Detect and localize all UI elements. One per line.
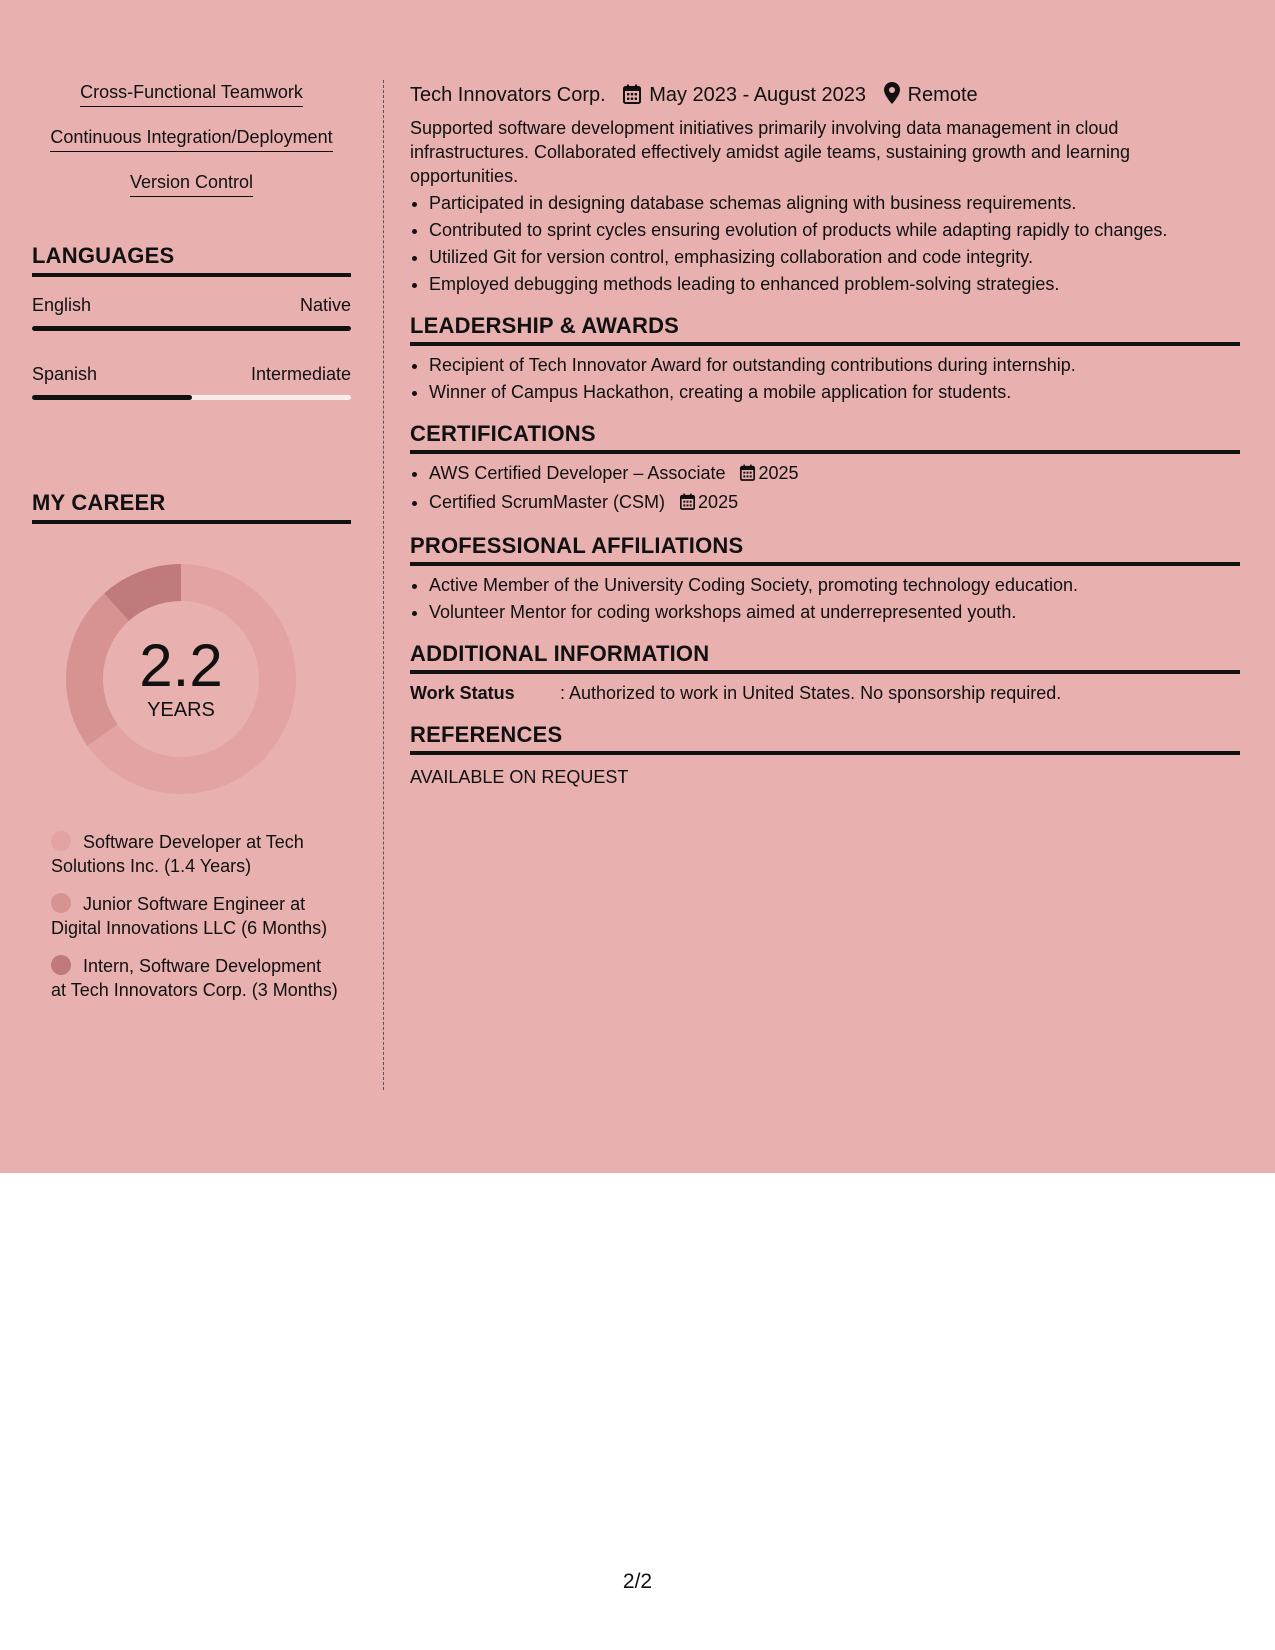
skill-item: Version Control — [32, 172, 351, 197]
list-item: • Participated in designing database schemas aligning with business requirements. — [429, 190, 1240, 217]
calendar-icon — [680, 491, 695, 518]
leadership-list — [410, 352, 1240, 406]
certifications-list — [410, 460, 1240, 518]
language-level: Intermediate — [250, 364, 351, 384]
column-divider — [383, 80, 384, 1090]
certifications-heading: CERTIFICATIONS — [410, 421, 1240, 454]
career-legend-item: Software Developer at Tech Solutions Inc. (1.4 Years) — [51, 832, 304, 876]
skills-list — [32, 82, 351, 197]
leadership-heading: LEADERSHIP & AWARDS — [410, 313, 1240, 346]
work-status-row — [410, 683, 1240, 704]
affiliations-list — [410, 572, 1240, 626]
right-column — [410, 80, 1240, 788]
language-bar-fill — [32, 395, 192, 400]
language-bar-track — [32, 395, 351, 400]
left-column — [32, 82, 351, 1016]
certification-year: 2025 — [758, 463, 799, 483]
list-item: • Active Member of the University Coding Society, promoting technology education. — [429, 572, 1240, 599]
career-legend-item: Junior Software Engineer at Digital Innovations LLC (6 Months) — [51, 894, 328, 938]
language-bar-fill — [32, 326, 351, 331]
certification-year: 2025 — [698, 492, 739, 512]
languages-heading: LANGUAGES — [32, 243, 351, 277]
job-company: Tech Innovators Corp. — [410, 84, 606, 106]
list-item: • Contributed to sprint cycles ensuring evolution of products while adapting rapidly to changes. — [429, 217, 1240, 244]
legend-dot — [51, 955, 71, 975]
language-name: Spanish — [32, 364, 98, 384]
affiliations-heading: PROFESSIONAL AFFILIATIONS — [410, 533, 1240, 566]
work-status-label: Work Status — [410, 683, 515, 703]
language-spanish — [32, 364, 351, 416]
calendar-icon — [623, 83, 641, 113]
career-legend-item: Intern, Software Development at Tech Innovators Corp. (3 Months) — [51, 956, 338, 1000]
list-item: • Employed debugging methods leading to enhanced problem-solving strategies. — [429, 271, 1240, 298]
location-pin-icon — [884, 82, 900, 113]
legend-dot — [51, 831, 71, 851]
language-english — [32, 295, 351, 347]
list-item: • Utilized Git for version control, emphasizing collaboration and code integrity. — [429, 244, 1240, 271]
career-heading: MY CAREER — [32, 490, 351, 524]
language-level: Native — [299, 295, 351, 315]
career-total-unit: YEARS — [147, 699, 215, 721]
list-item: • Recipient of Tech Innovator Award for outstanding contributions during internship. — [429, 352, 1240, 379]
skill-item: Continuous Integration/Deployment — [32, 127, 351, 152]
page-number: 2/2 — [622, 1570, 653, 1593]
certification-item: • AWS Certified Developer – Associate 2025 — [429, 460, 1240, 489]
language-bar-track — [32, 326, 351, 331]
certification-item: • Certified ScrumMaster (CSM) 2025 — [429, 489, 1240, 518]
language-name: English — [32, 295, 92, 315]
job-description: Supported software development initiatives primarily involving data management in cloud infrastructures. Collaborated effectively amidst agile teams, sustaining growth and learning opportunities. — [410, 118, 1131, 186]
references-text: AVAILABLE ON REQUEST — [410, 767, 629, 787]
legend-dot — [51, 893, 71, 913]
job-dates: May 2023 - August 2023 — [649, 84, 867, 106]
list-item: • Volunteer Mentor for coding workshops aimed at underrepresented youth. — [429, 599, 1240, 626]
list-item: • Winner of Campus Hackathon, creating a mobile application for students. — [429, 379, 1240, 406]
job-header — [410, 80, 1240, 110]
skill-item: Cross-Functional Teamwork — [32, 82, 351, 107]
career-donut-chart — [66, 564, 296, 794]
career-total-years: 2.2 — [139, 632, 223, 699]
additional-info-heading: ADDITIONAL INFORMATION — [410, 641, 1240, 674]
work-status-value: : Authorized to work in United States. No sponsorship required. — [560, 683, 1062, 703]
references-heading: REFERENCES — [410, 722, 1240, 755]
job-location: Remote — [907, 84, 978, 106]
career-legend — [32, 830, 341, 1002]
job-bullets — [410, 190, 1240, 298]
calendar-icon — [740, 462, 755, 489]
